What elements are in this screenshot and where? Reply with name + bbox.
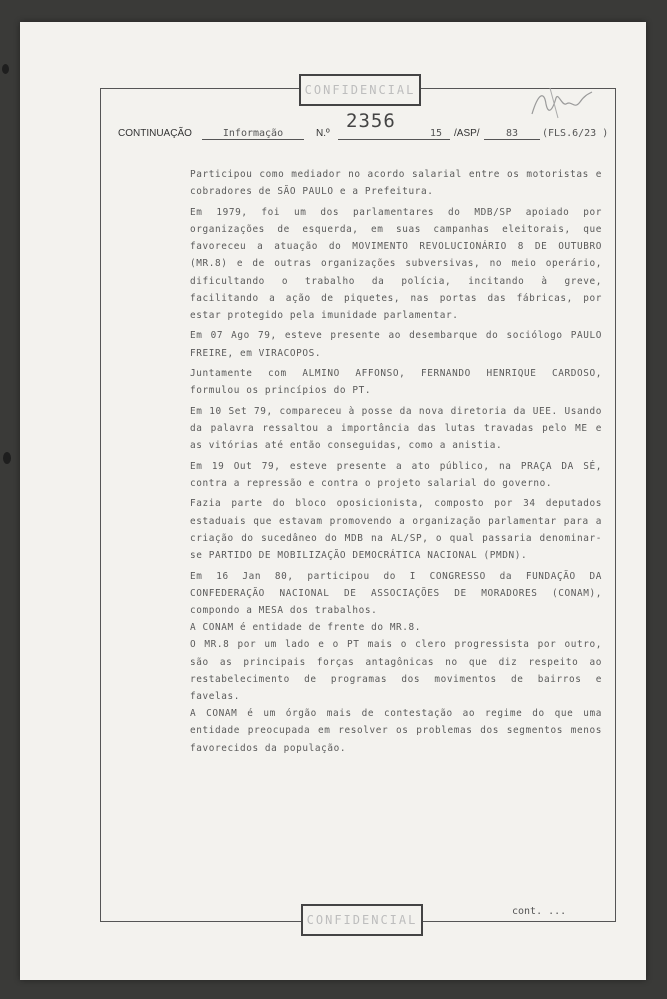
paragraph: A CONAM é um órgão mais de contestação ao regime do que uma entidade preocupada em resolver os problemas dos segmentos menos favorecidos da população.: [190, 708, 602, 754]
continuacao-label: CONTINUAÇÃO: [118, 128, 192, 139]
handwritten-signature: [528, 84, 598, 124]
page-number: (FLS.6/23 ): [542, 128, 609, 139]
punch-hole: [2, 64, 9, 74]
paragraph: Em 1979, foi um dos parlamentares do MDB/SP apoiado por organizações de esquerda, em suas campanhas eleitorais, que favoreceu a atuação do MOVIMENTO REVOLUCIONÁRIO 8 DE OUTUBRO (MR.8) e de outras organizações subversivas, no meio operário, dificultando o trabalho da polícia, incitando à greve, facilitando a ação de piquetes, nas portas das fábricas, por estar protegido pela imunidade parlamentar.: [190, 206, 602, 321]
confidential-stamp-top: CONFIDENCIAL: [299, 74, 421, 106]
paragraph: Fazia parte do bloco oposicionista, composto por 34 deputados estaduais que estavam promovendo a organização parlamentar para a criação do sucedâneo do MDB na AL/SP, o qual passaria denominar-se PARTIDO DE MOBILIZAÇÃO DEMOCRÁTICA NACIONAL (PMDN).: [190, 498, 602, 562]
document-number: 2356: [346, 110, 396, 132]
punch-hole: [3, 452, 11, 464]
paragraph: Em 19 Out 79, esteve presente a ato público, na PRAÇA DA SÉ, contra a repressão e contra o projeto salarial do governo.: [190, 460, 602, 489]
year: 83: [484, 128, 540, 140]
document-body: [190, 166, 602, 757]
number-value: 15: [338, 128, 450, 140]
continuation-header: [118, 128, 618, 144]
department: /ASP/: [454, 128, 480, 139]
continuation-mark: cont. ...: [512, 906, 567, 917]
confidential-stamp-bottom: CONFIDENCIAL: [301, 904, 423, 936]
paragraph: O MR.8 por um lado e o PT mais o clero progressista por outro, são as principais forças antagônicas no que diz respeito ao restabelecimento de programas dos movimentos de bairros e favelas.: [190, 639, 602, 702]
paragraph: Em 07 Ago 79, esteve presente ao desembarque do sociólogo PAULO FREIRE, em VIRACOPOS.: [190, 330, 602, 359]
number-label: N.º: [316, 128, 330, 139]
paragraph: A CONAM é entidade de frente do MR.8.: [190, 622, 422, 634]
paragraph: Juntamente com ALMINO AFFONSO, FERNANDO HENRIQUE CARDOSO, formulou os princípios do PT.: [190, 368, 602, 397]
paragraph: Participou como mediador no acordo salarial entre os motoristas e cobradores de SÃO PAULO e a Prefeitura.: [190, 169, 602, 198]
paragraph: Em 10 Set 79, compareceu à posse da nova diretoria da UEE. Usando da palavra ressaltou a importância das lutas travadas pelo ME e as vitórias até então conseguidas, como a anistia.: [190, 405, 602, 452]
doc-type: Informação: [202, 128, 304, 140]
paragraph: Em 16 Jan 80, participou do I CONGRESSO da FUNDAÇÃO DA CONFEDERAÇÃO NACIONAL DE ASSOCIAÇÕES DE MORADORES (CONAM), compondo a MESA dos trabalhos.: [190, 570, 602, 616]
